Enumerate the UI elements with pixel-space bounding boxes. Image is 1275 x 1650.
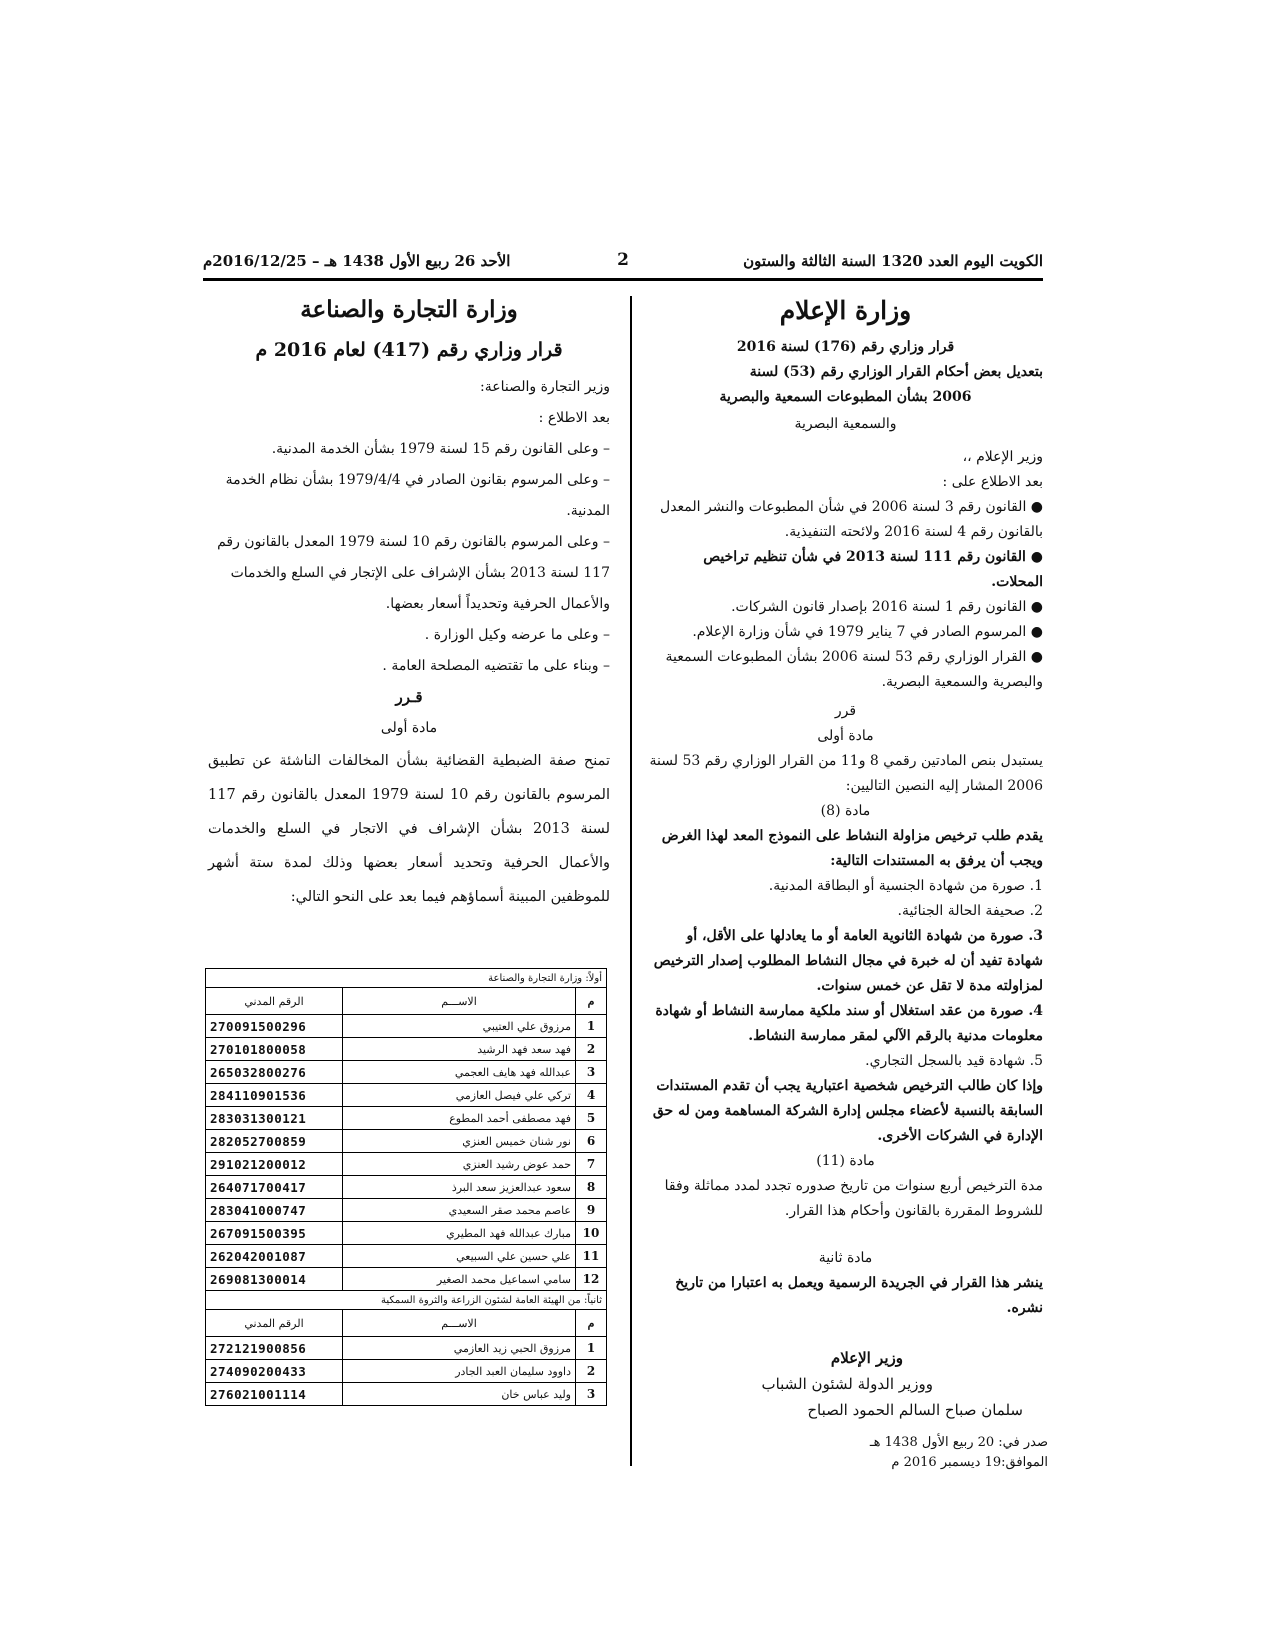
civil-id: 269081300014: [206, 1268, 343, 1291]
decree-title: قرار وزاري رقم (417) لعام 2016 م: [255, 339, 563, 361]
decided-heading: قـرر: [395, 688, 423, 706]
row-number: 3: [576, 1061, 607, 1084]
article-text: مدة الترخيص أربع سنوات من تاريخ صدوره تجدد لمدد مماثلة وفقا للشروط المقررة بالقانون وأحكام هذا القرار.: [664, 1178, 1043, 1219]
table-row: [206, 1337, 607, 1360]
gazette-issue: الكويت اليوم العدد 1320 السنة الثالثة والستون: [743, 252, 1043, 270]
bullet-item: ● القانون رقم 3 لسنة 2006 في شأن المطبوعات والنشر المعدل بالقانون رقم 4 لسنة 2016 ولائحته التنفيذية.: [660, 499, 1043, 540]
bullet-item: ● القانون رقم 1 لسنة 2016 بإصدار قانون الشركات.: [731, 599, 1043, 615]
civil-id: 264071700417: [206, 1176, 343, 1199]
review-line: – وبناء على ما تقتضيه المصلحة العامة .: [382, 658, 610, 674]
article-heading: مادة (8): [820, 803, 871, 819]
article-text: يقدم طلب ترخيص مزاولة النشاط على النموذج المعد لهذا الغرض ويجب أن يرفق به المستندات التالية:: [661, 828, 1043, 869]
employee-name: علي حسين علي السبيعي: [343, 1245, 576, 1268]
employee-name: نور شنان خميس العنزي: [343, 1130, 576, 1153]
employee-name: مبارك عبدالله فهد المطيري: [343, 1222, 576, 1245]
issued-gregorian: الموافق:19 ديسمبر 2016 م: [891, 1455, 1048, 1470]
table-row: [206, 1107, 607, 1130]
signature-name: سلمان صباح السالم الحمود الصباح: [807, 1401, 1023, 1419]
row-number: 10: [576, 1222, 607, 1245]
civil-id: 284110901536: [206, 1084, 343, 1107]
article-text: وإذا كان طالب الترخيص شخصية اعتبارية يجب أن تقدم المستندات السابقة بالنسبة لأعضاء مجلس إدارة الشركة المساهمة ومن له حق الإدارة في الشركات الأخرى.: [652, 1078, 1043, 1144]
ministry-title: وزارة الإعلام: [779, 296, 912, 325]
col-num-header: م: [576, 1310, 607, 1337]
employee-name: عاصم محمد صقر السعيدي: [343, 1199, 576, 1222]
list-item: 5. شهادة قيد بالسجل التجاري.: [865, 1053, 1043, 1069]
table-row: [206, 1038, 607, 1061]
row-number: 12: [576, 1268, 607, 1291]
row-number: 2: [576, 1038, 607, 1061]
row-number: 5: [576, 1107, 607, 1130]
page-header: [203, 244, 1043, 281]
bullet-item: ● القانون رقم 111 لسنة 2013 في شأن تنظيم تراخيص المحلات.: [703, 549, 1043, 590]
employee-name: وليد عباس خان: [343, 1383, 576, 1406]
row-number: 3: [576, 1383, 607, 1406]
civil-id: 283041000747: [206, 1199, 343, 1222]
decree-subtitle-line: 2006 بشأن المطبوعات السمعية والبصرية: [719, 389, 972, 405]
article-heading: مادة أولى: [817, 728, 874, 744]
civil-id: 282052700859: [206, 1130, 343, 1153]
table-header-row: [206, 1310, 607, 1337]
table-header-row: [206, 988, 607, 1015]
row-number: 8: [576, 1176, 607, 1199]
civil-id: 272121900856: [206, 1337, 343, 1360]
table-row: [206, 1360, 607, 1383]
review-line: – وعلى القانون رقم 15 لسنة 1979 بشأن الخدمة المدنية.: [271, 441, 610, 457]
ministry-title: وزارة التجارة والصناعة: [300, 296, 518, 323]
row-number: 7: [576, 1153, 607, 1176]
table-row: [206, 1383, 607, 1406]
employee-name: فهد سعد فهد الرشيد: [343, 1038, 576, 1061]
civil-id: 270101800058: [206, 1038, 343, 1061]
list-item: 4. صورة من عقد استغلال أو سند ملكية ممارسة النشاط أو شهادة معلومات مدنية بالرقم الآلي لمقر ممارسة النشاط.: [655, 1003, 1043, 1044]
employees-table: [205, 968, 607, 1406]
employee-name: داوود سليمان العبد الجادر: [343, 1360, 576, 1383]
commerce-ministry-section: [208, 296, 610, 914]
page-number: 2: [617, 250, 629, 270]
bullet-item: ● القرار الوزاري رقم 53 لسنة 2006 بشأن المطبوعات السمعية والبصرية والسمعية البصرية.: [665, 649, 1043, 690]
article-text: يستبدل بنص المادتين رقمي 8 و11 من القرار الوزاري رقم 53 لسنة 2006 المشار إليه النصين التاليين:: [649, 753, 1043, 794]
minister-line: وزير الإعلام ،،: [962, 449, 1043, 465]
review-line: – وعلى المرسوم بالقانون رقم 10 لسنة 1979 المعدل بالقانون رقم 117 لسنة 2013 بشأن الإشراف على الإتجار في السلع والخدمات والأعمال الحرفية وتحديداً أسعار بعضها.: [217, 534, 610, 612]
employee-name: عبدالله فهد هايف العجمي: [343, 1061, 576, 1084]
employee-name: سعود عبدالعزيز سعد البرذ: [343, 1176, 576, 1199]
civil-id: 291021200012: [206, 1153, 343, 1176]
row-number: 4: [576, 1084, 607, 1107]
employee-name: مرزوق الحبي زيد العازمي: [343, 1337, 576, 1360]
review-line: – وعلى ما عرضه وكيل الوزارة .: [424, 627, 610, 643]
civil-id: 265032800276: [206, 1061, 343, 1084]
row-number: 9: [576, 1199, 607, 1222]
employee-name: تركي علي فيصل العازمي: [343, 1084, 576, 1107]
civil-id: 262042001087: [206, 1245, 343, 1268]
article-text: تمنح صفة الضبطية القضائية بشأن المخالفات الناشئة عن تطبيق المرسوم بالقانون رقم 10 لسنة 1979 المعدل بالقانون رقم 117 لسنة 2013 بشأن الإشراف في الاتجار في السلع والخدمات والأعمال الحرفية وتحديد أسعار بعضها وذلك لمدة ستة أشهر للموظفين المبينة أسماؤهم فيما بعد على النحو التالي:: [208, 753, 610, 905]
col-civil-header: الرقم المدني: [206, 1310, 343, 1337]
after-review: بعد الاطلاع :: [538, 410, 610, 426]
issue-date: الأحد 26 ربيع الأول 1438 هـ – 2016/12/25م: [203, 252, 511, 270]
signature-role: ووزير الدولة لشئون الشباب: [761, 1375, 933, 1393]
employee-name: سامي اسماعيل محمد الصغير: [343, 1268, 576, 1291]
row-number: 1: [576, 1015, 607, 1038]
table-row: [206, 1176, 607, 1199]
row-number: 6: [576, 1130, 607, 1153]
table-section-title: أولاً: وزارة التجارة والصناعة: [206, 969, 607, 988]
after-review: بعد الاطلاع على :: [942, 474, 1043, 490]
minister-line: وزير التجارة والصناعة:: [480, 379, 610, 395]
article-heading: مادة (11): [816, 1153, 875, 1169]
table-row: [206, 1130, 607, 1153]
row-number: 2: [576, 1360, 607, 1383]
col-name-header: الاســـم: [343, 1310, 576, 1337]
decree-subtitle-line: بتعديل بعض أحكام القرار الوزاري رقم (53) لسنة: [749, 364, 1043, 380]
decree-title: قرار وزاري رقم (176) لسنة 2016: [736, 339, 955, 355]
table-row: [206, 1015, 607, 1038]
civil-id: 274090200433: [206, 1360, 343, 1383]
decree-subtitle-line: والسمعية البصرية: [794, 416, 897, 432]
table-row: [206, 1245, 607, 1268]
row-number: 1: [576, 1337, 607, 1360]
employee-name: مرزوق علي العتيبي: [343, 1015, 576, 1038]
civil-id: 270091500296: [206, 1015, 343, 1038]
table-row: [206, 1222, 607, 1245]
signature-block: [648, 1345, 1043, 1423]
table-row: [206, 1061, 607, 1084]
issued-date-block: [648, 1433, 1048, 1473]
issued-hijri: صدر في: 20 ربيع الأول 1438 هـ: [869, 1435, 1048, 1450]
decided-heading: قرر: [834, 703, 857, 719]
employee-name: فهد مصطفى أحمد المطوع: [343, 1107, 576, 1130]
col-name-header: الاســـم: [343, 988, 576, 1015]
article-heading: مادة أولى: [380, 720, 438, 736]
bullet-item: ● المرسوم الصادر في 7 يناير 1979 في شأن وزارة الإعلام.: [692, 624, 1043, 640]
list-item: 3. صورة من شهادة الثانوية العامة أو ما يعادلها على الأقل، أو شهادة تفيد أن له خبرة في مجال النشاط المطلوب إصدار الترخيص لمزاولته مدة لا تقل عن خمس سنوات.: [653, 928, 1043, 994]
list-item: 1. صورة من شهادة الجنسية أو البطاقة المدنية.: [768, 878, 1043, 894]
col-num-header: م: [576, 988, 607, 1015]
employee-name: حمد عوض رشيد العنزي: [343, 1153, 576, 1176]
column-divider: [630, 296, 632, 1466]
table-row: [206, 1084, 607, 1107]
list-item: 2. صحيفة الحالة الجنائية.: [897, 903, 1043, 919]
civil-id: 276021001114: [206, 1383, 343, 1406]
row-number: 11: [576, 1245, 607, 1268]
article-text: ينشر هذا القرار في الجريدة الرسمية ويعمل به اعتبارا من تاريخ نشره.: [675, 1275, 1043, 1316]
table-row: [206, 1153, 607, 1176]
article-heading: مادة ثانية: [818, 1250, 873, 1266]
signature-title: وزير الإعلام: [830, 1349, 903, 1367]
table-row: [206, 1199, 607, 1222]
review-line: – وعلى المرسوم بقانون الصادر في 1979/4/4 بشأن نظام الخدمة المدنية.: [225, 472, 610, 519]
information-ministry-section: [648, 296, 1048, 1473]
table-section-title: ثانياً: من الهيئة العامة لشئون الزراعة والثروة السمكية: [206, 1291, 607, 1310]
table-row: [206, 1268, 607, 1291]
civil-id: 283031300121: [206, 1107, 343, 1130]
civil-id: 267091500395: [206, 1222, 343, 1245]
col-civil-header: الرقم المدني: [206, 988, 343, 1015]
